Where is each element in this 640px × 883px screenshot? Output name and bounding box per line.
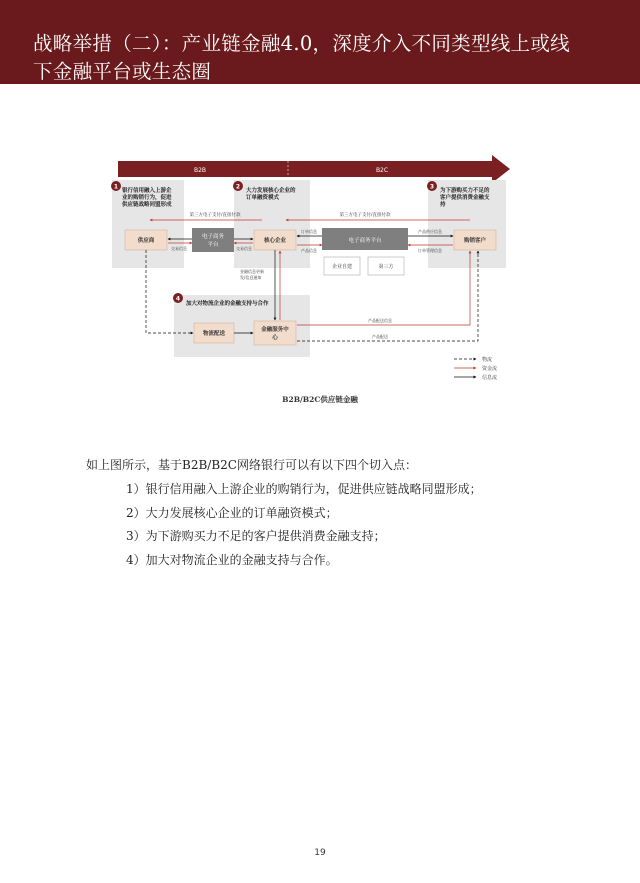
page-title-line-1: 战略举措（二）：产业链金融4.0，深度介入不同类型线上或线 <box>33 32 570 55</box>
page-number: 19 <box>314 848 326 858</box>
section-1-text-2: 业的购销行为，促进 <box>122 195 172 201</box>
section-1-text-3: 供应链战略同盟形成 <box>122 202 172 208</box>
list-item: 2）大力发展核心企业的订单融资模式； <box>126 505 338 520</box>
node-platform-1 <box>192 228 234 252</box>
section-2-text-2: 订单融资模式 <box>246 195 280 201</box>
label-financial-info-2: 发/信息通知 <box>240 275 262 280</box>
label-product-delivery-info: 产品配送信息 <box>368 318 392 323</box>
section-3-text-3: 持 <box>440 202 446 208</box>
diagram-svg <box>110 153 530 413</box>
legend-info-label: 信息流 <box>482 375 498 381</box>
banner-label-b2b: B2B <box>193 167 207 174</box>
label-pay-top-right: 第三方电子支付/直接付款 <box>339 213 391 218</box>
banner-label-b2c: B2C <box>375 167 389 174</box>
section-3-text-2: 客户提供消费金融支 <box>440 195 490 201</box>
list-item: 1）银行信用融入上游企业的购销行为，促进供应链战略同盟形成； <box>126 482 482 496</box>
supply-chain-diagram <box>110 153 530 413</box>
header-band <box>0 0 640 84</box>
page-title-line-2: 下金融平台或生态圈 <box>33 60 212 83</box>
node-fin-center <box>254 321 296 345</box>
node-supplier-label: 供应商 <box>137 238 155 244</box>
section-4-text-1: 加大对物流企业的金融支持与合作 <box>186 301 269 307</box>
node-downstream-label: 购销客户 <box>463 238 487 244</box>
node-platform-2-label: 电子商务平台 <box>348 238 382 244</box>
label-trade-info-left: 交易信息 <box>171 246 187 251</box>
node-third-party-label: 第三方 <box>378 264 394 270</box>
list-item: 4）加大对物流企业的金融支持与合作。 <box>126 552 338 567</box>
diagram-caption: B2B/B2C供应链金融 <box>282 395 358 404</box>
page-title <box>33 30 633 86</box>
banner-arrow <box>118 155 510 183</box>
label-order-info: 订单信息 <box>301 229 317 234</box>
section-2-text-1: 大力发展核心企业的 <box>246 188 296 194</box>
node-logistics-label: 物流配送 <box>202 331 226 337</box>
section-1-text-1: 银行信用融入上游企 <box>122 188 172 194</box>
node-own-built-label: 企业自建 <box>331 264 353 270</box>
legend-capital-label: 资金流 <box>482 366 498 372</box>
section-4-number: 4 <box>175 295 181 303</box>
node-fin-center-label-1: 金融服务中 <box>261 327 289 333</box>
label-product-supply-info: 产品供应信息 <box>418 229 442 234</box>
intro-text: 如上图所示，基于B2B/B2C网络银行可以有以下四个切入点： <box>86 458 417 472</box>
section-3-text-1: 为下游购买力不足的 <box>440 188 490 194</box>
label-pay-top-left: 第三方电子支付/直接付款 <box>189 213 241 218</box>
legend-logistics-label: 物流 <box>482 357 493 363</box>
node-fin-center-label-2: 心 <box>272 335 278 341</box>
node-platform-1-label-1: 电子商务 <box>201 234 225 240</box>
entry-points-list <box>126 480 482 574</box>
section-1-number: 1 <box>113 183 119 191</box>
section-2-number: 2 <box>235 183 241 191</box>
label-financial-info-1: 金融信息更新 <box>240 269 264 274</box>
label-trade-info-right: 交易信息 <box>236 246 252 251</box>
label-product-delivery: 产品配送 <box>372 334 388 339</box>
node-platform-1-label-2: 平台 <box>207 242 219 248</box>
list-item: 3）为下游购买力不足的客户提供消费金融支持； <box>126 529 386 543</box>
section-3-number: 3 <box>429 183 435 191</box>
node-core-label: 核心企业 <box>263 238 287 244</box>
label-product-info: 产品信息 <box>301 248 317 253</box>
label-order-mgmt-info: 订单管理信息 <box>418 248 442 253</box>
